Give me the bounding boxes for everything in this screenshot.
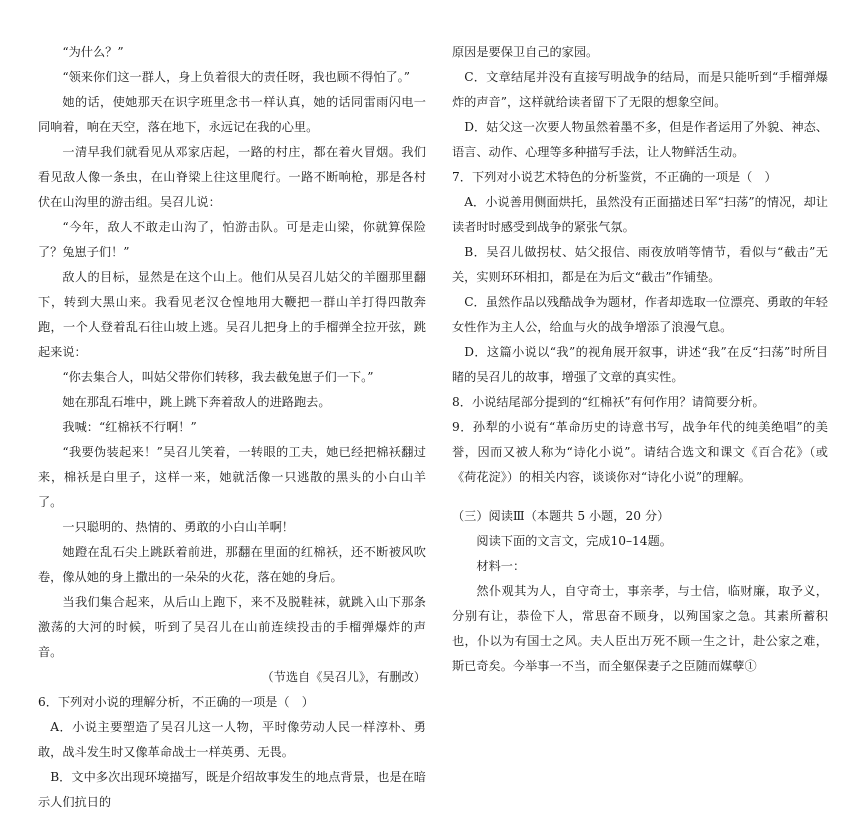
question-6-option-b-continued: 原因是要保卫自己的家园。 [452, 45, 599, 59]
paragraph: 一清早我们就看见从邓家店起，一路的村庄，都在着火冒烟。我们看见敌人像一条虫，在山脊梁上往这里爬行。一路不断响枪，那是各村伏在山沟里的游击组。吴召儿说： [38, 145, 426, 209]
paragraph: “领来你们这一群人，身上负着很大的责任呀，我也顾不得怕了。” [62, 70, 411, 84]
question-7-stem: 7．下列对小说艺术特色的分析鉴赏，不正确的一项是（ ） [452, 170, 777, 184]
question-6-stem: 6．下列对小说的理解分析，不正确的一项是（ ） [38, 695, 314, 709]
paragraph: 当我们集合起来，从后山上跑下，来不及脱鞋袜，就跳入山下那条激荡的大河的时候，听到了吴召儿在山前连续投击的手榴弹爆炸的声音。 [38, 595, 426, 659]
paragraph: “我要伪装起来！”吴召儿笑着，一转眼的工夫，她已经把棉袄翻过来，棉袄是白里子，这样一来，她就活像一只逃散的黑头的小白山羊了。 [38, 445, 426, 509]
paragraph: 一只聪明的、热情的、勇敢的小白山羊啊！ [62, 520, 294, 534]
material-label: 材料一： [476, 559, 526, 573]
question-6-option-c: C．文章结尾并没有直接写明战争的结局，而是只能听到“手榴弹爆炸的声音”，这样就给读者留下了无限的想象空间。 [452, 70, 828, 109]
paragraph: “为什么？” [62, 45, 124, 59]
paragraph: 我喊：“红棉袄不行啊！” [62, 420, 197, 434]
section-3-instructions: 阅读下面的文言文，完成10–14题。 [476, 534, 672, 548]
paragraph: “今年，敌人不敢走山沟了，怕游击队。可是走山梁，你就算保险了？兔崽子们！” [38, 220, 426, 259]
right-column [452, 40, 828, 679]
question-7-option-b: B．吴召儿做拐杖、姑父报信、雨夜放哨等情节，看似与“截击”无关，实则环环相扣，都是在为后文“截击”作铺垫。 [452, 245, 828, 284]
question-7-option-c: C．虽然作品以残酷战争为题材，作者却选取一位漂亮、勇敢的年轻女性作为主人公，给血与火的战争增添了浪漫气息。 [452, 295, 828, 334]
paragraph: 她在那乱石堆中，跳上跳下奔着敌人的进路跑去。 [62, 395, 331, 409]
question-6-option-d: D．姑父这一次要人物虽然着墨不多，但是作者运用了外貌、神态、语言、动作、心理等多种描写手法，让人物鲜活生动。 [452, 120, 828, 159]
paragraph: 她蹬在乱石尖上跳跃着前进，那翻在里面的红棉袄，还不断被风吹卷，像从她的身上撒出的一朵朵的火花，落在她的身后。 [38, 545, 426, 584]
paragraph: 敌人的目标，显然是在这个山上。他们从吴召儿姑父的羊圈那里翻下，转到大黑山来。我看见老汉仓惶地用大鞭把一群山羊打得四散奔跑，一个人登着乱石往山坡上逃。吴召儿把身上的手榴弹全拉开弦，跳起来说： [38, 270, 426, 359]
source-note: （节选自《吴召儿》，有删改） [261, 670, 426, 684]
question-7-option-a: A．小说善用侧面烘托，虽然没有正面描述日军“扫荡”的情况，却让读者时时感受到战争的紧张气氛。 [452, 195, 828, 234]
question-9: 9．孙犁的小说有“革命历史的诗意书写，战争年代的纯美绝唱”的美誉，因而又被人称为“诗化小说”。请结合选文和课文《百合花》（或《荷花淀》）的相关内容，谈谈你对“诗化小说”的理解。 [452, 420, 828, 484]
question-8: 8．小说结尾部分提到的“红棉袄”有何作用？请简要分析。 [452, 395, 765, 409]
material-text: 然仆观其为人，自守奇士，事亲孝，与士信，临财廉，取予义，分别有让，恭俭下人，常思奋不顾身，以殉国家之急。其素所蓄积也，仆以为有国士之风。夫人臣出万死不顾一生之计，赴公家之难，斯已奇矣。今举事一不当，而全躯保妻子之臣随而媒孽① [452, 584, 828, 673]
question-6-option-a: A．小说主要塑造了吴召儿这一人物，平时像劳动人民一样淳朴、勇敢，战斗发生时又像革命战士一样英勇、无畏。 [38, 720, 426, 759]
question-7-option-d: D．这篇小说以“我”的视角展开叙事，讲述“我”在反“扫荡”时所目睹的吴召儿的故事，增强了文章的真实性。 [452, 345, 828, 384]
paragraph: 她的话，使她那天在识字班里念书一样认真，她的话同雷雨闪电一同响着，响在天空，落在地下，永远记在我的心里。 [38, 95, 426, 134]
question-6-option-b: B．文中多次出现环境描写，既是介绍故事发生的地点背景，也是在暗示人们抗日的 [38, 770, 426, 809]
paragraph: “你去集合人，叫姑父带你们转移，我去截兔崽子们一下。” [62, 370, 374, 384]
left-column [38, 40, 426, 815]
section-3-title: （三）阅读Ⅲ（本题共 5 小题，20 分） [452, 509, 670, 523]
